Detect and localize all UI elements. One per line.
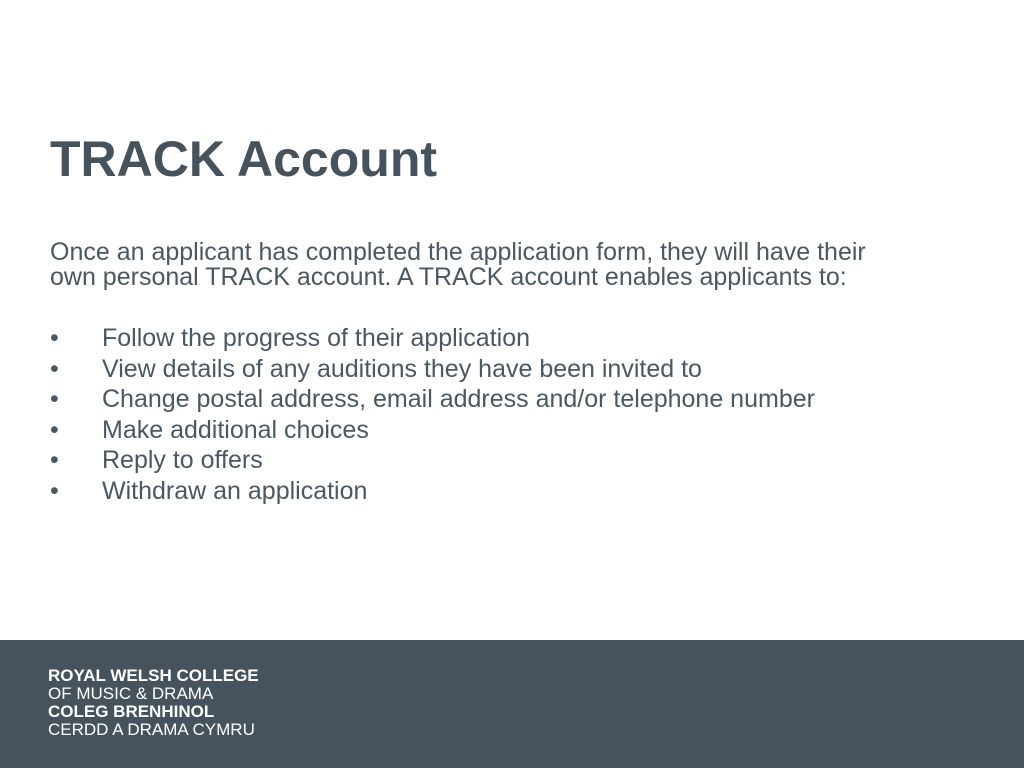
bullet-icon: • [50,476,59,505]
list-item [50,323,990,354]
logo-line: ROYAL WELSH COLLEGE [48,666,259,685]
bullet-icon: • [50,446,59,475]
list-item-text: View details of any auditions they have been invited to [102,354,702,383]
bullet-icon: • [50,354,59,383]
bullet-list [50,323,990,507]
list-item [50,384,990,415]
list-item [50,476,990,507]
intro-line: Once an applicant has completed the application form, they will have their [50,238,866,266]
bullet-icon: • [50,385,59,414]
logo-line: COLEG BRENHINOL [48,702,215,721]
logo-line: CERDD A DRAMA CYMRU [48,720,255,739]
college-logo [48,667,259,739]
list-item-text: Follow the progress of their application [102,324,531,352]
bullet-icon: • [50,415,59,444]
footer-bar [0,640,1024,768]
logo-line: OF MUSIC & DRAMA [48,684,214,703]
list-item [50,445,990,476]
bullet-icon: • [50,324,59,352]
list-item-text: Make additional choices [102,415,369,444]
list-item [50,415,990,446]
list-item [50,354,990,385]
slide-title: TRACK Account [50,131,438,187]
intro-line: own personal TRACK account. A TRACK account enables applicants to: [50,263,847,291]
list-item-text: Change postal address, email address and/or telephone number [102,385,815,414]
list-item-text: Reply to offers [102,446,263,475]
intro-paragraph [50,240,990,290]
list-item-text: Withdraw an application [102,476,368,505]
